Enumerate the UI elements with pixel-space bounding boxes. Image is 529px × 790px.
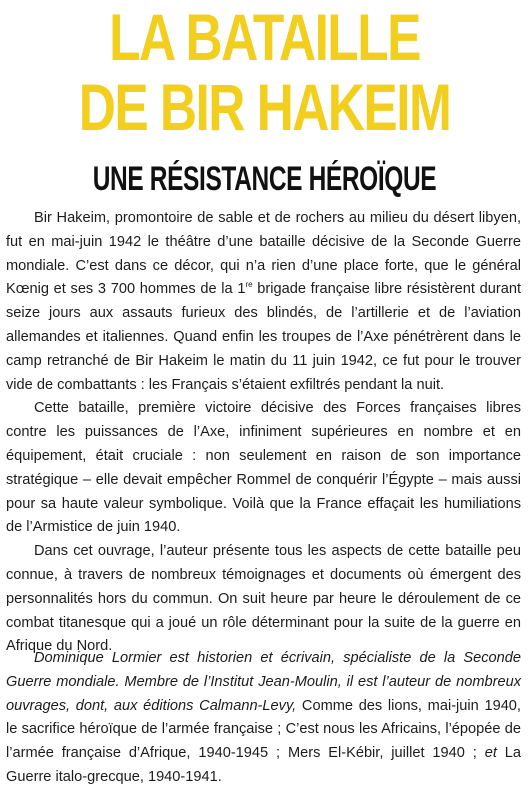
paragraph-1 xyxy=(6,207,521,397)
summary-text xyxy=(6,207,521,659)
ordinal-superscript: re xyxy=(245,280,253,290)
bio-italic-2: et xyxy=(476,745,497,762)
bio-italic-1: Dominique Lormier est historien et écrivain, spécialiste de la Seconde Guerre mondiale. Membre de l’Institut Jean-Moulin, il est l’auteur de nombreux ouvrages, dont, aux éditions Calmann-Levy, xyxy=(6,650,521,714)
paragraph-1-part-a: Bir Hakeim, promontoire de sable et de rochers au milieu du désert libyen, fut en mai-juin 1942 le théâtre d’une bataille décisive de la Seconde Guerre mondiale. C’est dans ce décor, qui n’a rien d’une place forte, que le général Kœnig et ses 3 700 hommes de la 1 xyxy=(6,210,521,298)
author-bio xyxy=(6,647,521,790)
paragraph-2: Cette bataille, première victoire décisive des Forces françaises libres contre les puissances de l’Axe, infiniment supérieures en nombre et en équipement, était cruciale : non seulement en raison de son importance stratégique – elle devait empêcher Rommel de conquérir l’Égypte – mais aussi pour sa haute valeur symbolique. Voilà que la France effaçait les humiliations de l’Armistice de juin 1940. xyxy=(6,400,521,536)
subtitle: UNE RÉSISTANCE HÉROÏQUE xyxy=(92,160,437,198)
paragraph-1-part-b: brigade française libre résistèrent durant seize jours aux assauts furieux des blindés, de l’artillerie et de l’aviation allemandes et italiennes. Quand enfin les troupes de l’Axe pénétrèrent dans le camp retranché de Bir Hakeim le matin du 11 juin 1942, ce fut pour le trouver vide de combattants : les Français s’étaient exfiltrés pendant la nuit. xyxy=(6,281,521,393)
paragraph-3: Dans cet ouvrage, l’auteur présente tous les aspects de cette bataille peu connue, à travers de nombreux témoignages et documents où émergent des personnalités hors du commun. On suit heure par heure le déroulement de ce combat titanesque qui a joué un rôle déterminant pour la suite de la guerre en Afrique du Nord. xyxy=(6,543,521,655)
bio-roman-2: La Guerre italo-grecque, 1940-1941. xyxy=(6,745,522,785)
bio-roman-1: Comme des lions, mai-juin 1940, le sacrifice héroïque de l’armée française ; C’est nous les Africains, l’épopée de l’armée française d’Afrique, 1940-1945 ; Mers El-Kébir, juillet 1940 ; xyxy=(6,697,521,762)
title-line-1: LA BATAILLE xyxy=(109,0,420,74)
title-line-2: DE BIR HAKEIM xyxy=(78,70,451,144)
